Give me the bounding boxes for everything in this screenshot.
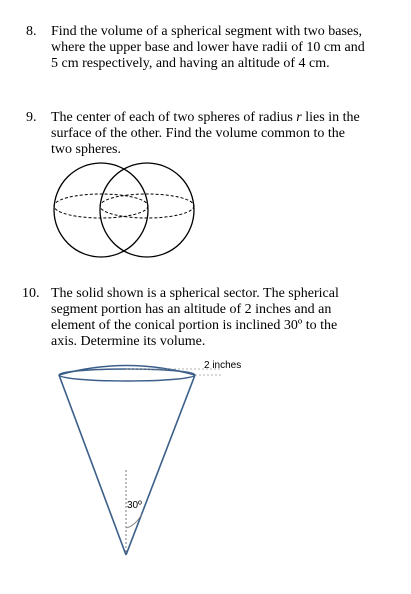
problem-text-part: The center of each of two spheres of radius	[51, 110, 297, 125]
problem-text: Find the volume of a spherical segment with two bases, where the upper base and lower have radii of 10 cm and 5 cm respectively, and having an altitude of 4 cm.	[51, 24, 365, 71]
angle-label: 30º	[127, 500, 142, 511]
figure-frame	[56, 352, 256, 562]
problem-text-part: lies in the surface of the other. Find the volume common to the two spheres.	[51, 110, 360, 157]
problem-number: 9.	[26, 110, 37, 125]
problem-number: 10.	[22, 286, 40, 301]
radius-variable: r	[296, 110, 302, 125]
altitude-label: 2 inches	[204, 360, 242, 371]
problem-number: 8.	[26, 24, 37, 39]
problem-text: The solid shown is a spherical sector. The spherical segment portion has an altitude of 2 inches and an element of the conical portion is inclined 30º to the axis. Determine its volume.	[51, 286, 339, 349]
